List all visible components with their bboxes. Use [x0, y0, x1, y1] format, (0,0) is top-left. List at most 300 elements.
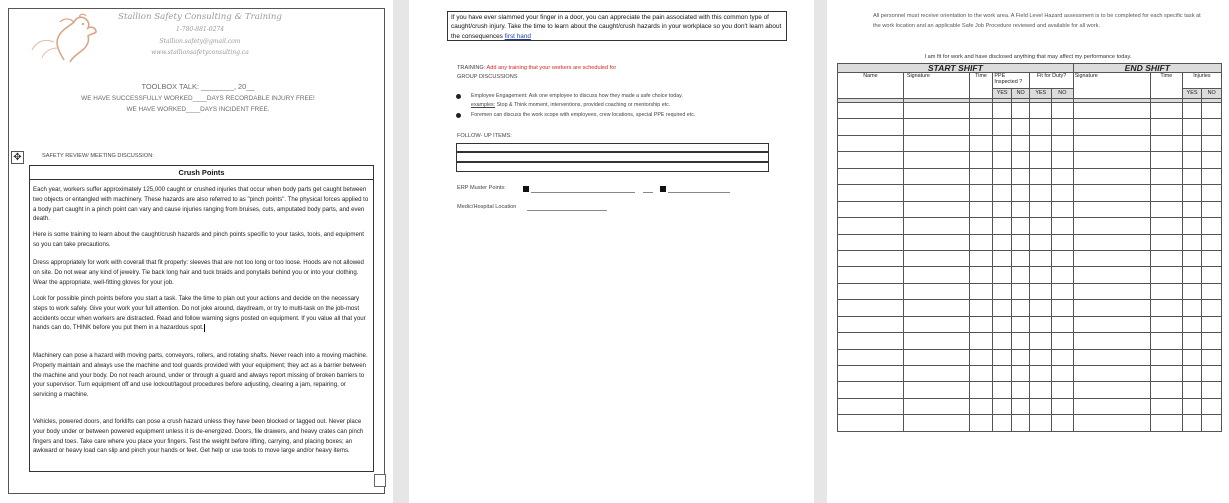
signin-cell[interactable] — [1011, 168, 1030, 184]
signin-cell[interactable] — [1150, 234, 1182, 250]
training-line — [457, 65, 616, 71]
signin-row — [838, 250, 1222, 266]
signin-cell[interactable] — [1052, 250, 1074, 266]
signin-cell[interactable] — [1030, 349, 1052, 365]
signin-cell[interactable] — [1030, 168, 1052, 184]
signin-cell[interactable] — [1182, 168, 1202, 184]
signin-cell[interactable] — [1202, 415, 1222, 432]
signin-cell[interactable] — [1202, 218, 1222, 234]
resize-handle-icon[interactable] — [374, 474, 386, 487]
document-page-2 — [409, 0, 814, 503]
signin-cell[interactable] — [1150, 283, 1182, 299]
signin-cell[interactable] — [1150, 267, 1182, 283]
signin-row — [838, 366, 1222, 382]
signature-header: Signature — [903, 73, 969, 99]
signin-cell[interactable] — [1202, 201, 1222, 217]
signin-row — [838, 267, 1222, 283]
signin-cell[interactable] — [969, 185, 993, 201]
signin-cell[interactable] — [1073, 185, 1150, 201]
toolbox-talk-heading: TOOLBOX TALK: ________, 20__ — [141, 82, 255, 91]
checkbox-icon[interactable] — [523, 186, 529, 192]
signin-row — [838, 382, 1222, 398]
signin-cell[interactable] — [969, 103, 993, 119]
signin-cell[interactable] — [838, 218, 904, 234]
signin-cell[interactable] — [1030, 103, 1052, 119]
signin-cell[interactable] — [1030, 201, 1052, 217]
signin-cell[interactable] — [1030, 250, 1052, 266]
signin-cell[interactable] — [969, 168, 993, 184]
paragraph: Here is some training to learn about the caught/crush hazards and pinch points specific to your tasks, tools, and equipment so you can take precautions. — [33, 231, 364, 248]
signin-cell[interactable] — [1073, 333, 1150, 349]
signin-cell[interactable] — [1182, 152, 1202, 168]
signin-cell[interactable] — [1182, 135, 1202, 151]
signin-cell[interactable] — [1030, 300, 1052, 316]
signin-cell[interactable] — [993, 333, 1012, 349]
signin-cell[interactable] — [1052, 185, 1074, 201]
signin-cell[interactable] — [1073, 267, 1150, 283]
signin-cell[interactable] — [1011, 201, 1030, 217]
signin-cell[interactable] — [838, 398, 904, 414]
followup-row[interactable] — [456, 152, 769, 162]
signin-cell[interactable] — [903, 366, 969, 382]
fit-for-work-statement: I am fit for work and have disclosed anything that may affect my performance today. — [924, 54, 1132, 60]
time-header: Time — [969, 73, 993, 99]
signin-row — [838, 333, 1222, 349]
signin-row — [838, 168, 1222, 184]
ppe-inspected-header: PPE Inspected ? — [993, 73, 1030, 88]
followup-row[interactable] — [456, 162, 769, 172]
signin-cell[interactable] — [1011, 316, 1030, 332]
signin-cell[interactable] — [1150, 300, 1182, 316]
signin-cell[interactable] — [1052, 168, 1074, 184]
signin-cell[interactable] — [1150, 201, 1182, 217]
signin-cell[interactable] — [993, 185, 1012, 201]
signin-cell[interactable] — [1052, 218, 1074, 234]
recordable-days-line: WE HAVE SUCCESSFULLY WORKED____DAYS RECORDABLE INJURY FREE! — [81, 95, 315, 102]
signin-cell[interactable] — [1202, 382, 1222, 398]
signin-cell[interactable] — [1030, 366, 1052, 382]
training-label: TRAINING: — [457, 65, 487, 71]
signin-cell[interactable] — [903, 398, 969, 414]
signin-cell[interactable] — [1011, 415, 1030, 432]
group-discussions-label: GROUP DISCUSSIONS — [457, 74, 518, 80]
signin-cell[interactable] — [1011, 349, 1030, 365]
signin-cell[interactable] — [1073, 283, 1150, 299]
signin-cell[interactable] — [1052, 415, 1074, 432]
signin-cell[interactable] — [838, 135, 904, 151]
muster-point-line[interactable] — [531, 192, 635, 193]
signin-cell[interactable] — [1052, 366, 1074, 382]
signin-row — [838, 103, 1222, 119]
name-header: Name — [838, 73, 904, 99]
signin-cell[interactable] — [838, 300, 904, 316]
signin-cell[interactable] — [993, 316, 1012, 332]
signin-cell[interactable] — [1182, 103, 1202, 119]
signin-cell[interactable] — [1073, 300, 1150, 316]
signin-cell[interactable] — [1052, 103, 1074, 119]
signin-cell[interactable] — [838, 201, 904, 217]
start-shift-heading: START SHIFT — [838, 64, 1074, 73]
text-cursor — [204, 324, 205, 332]
signin-cell[interactable] — [1202, 398, 1222, 414]
signin-cell[interactable] — [1150, 119, 1182, 135]
signin-cell[interactable] — [1182, 333, 1202, 349]
shift-header-row — [838, 64, 1222, 73]
column-header-row — [838, 73, 1222, 88]
signin-cell[interactable] — [1182, 316, 1202, 332]
signin-cell[interactable] — [969, 349, 993, 365]
signin-cell[interactable] — [993, 152, 1012, 168]
signin-cell[interactable] — [969, 382, 993, 398]
followup-row[interactable] — [456, 143, 769, 152]
signin-row — [838, 398, 1222, 414]
signin-cell[interactable] — [993, 415, 1012, 432]
signin-cell[interactable] — [1030, 316, 1052, 332]
signin-cell[interactable] — [1073, 168, 1150, 184]
signin-cell[interactable] — [1202, 234, 1222, 250]
signin-cell[interactable] — [969, 333, 993, 349]
signin-cell[interactable] — [969, 398, 993, 414]
signin-cell[interactable] — [1011, 218, 1030, 234]
signin-cell[interactable] — [1052, 398, 1074, 414]
training-hint: Add any training that your workers are scheduled for — [486, 65, 617, 71]
signin-cell[interactable] — [1202, 119, 1222, 135]
signin-cell[interactable] — [1011, 283, 1030, 299]
signin-cell[interactable] — [1073, 250, 1150, 266]
signin-cell[interactable] — [993, 267, 1012, 283]
first-hand-link[interactable]: first hand — [504, 32, 531, 40]
muster-point-line[interactable] — [668, 192, 730, 193]
signin-cell[interactable] — [1150, 349, 1182, 365]
signin-cell[interactable] — [1202, 300, 1222, 316]
incident-days-line: WE HAVE WORKED____DAYS INCIDENT FREE. — [126, 106, 270, 113]
signin-cell[interactable] — [1202, 103, 1222, 119]
signin-cell[interactable] — [1202, 168, 1222, 184]
signin-cell[interactable] — [1073, 415, 1150, 432]
intro-textbox[interactable] — [447, 11, 787, 41]
signin-cell[interactable] — [1030, 185, 1052, 201]
signin-cell[interactable] — [969, 415, 993, 432]
medic-hospital-label: Medic/Hospital Location — [457, 204, 517, 210]
end-time-header: Time — [1150, 73, 1182, 99]
signin-row — [838, 218, 1222, 234]
signin-cell[interactable] — [1150, 316, 1182, 332]
signin-cell[interactable] — [1150, 185, 1182, 201]
examples-line — [471, 102, 670, 108]
signin-cell[interactable] — [903, 415, 969, 432]
signin-cell[interactable] — [1150, 103, 1182, 119]
company-website: www.stallionsafetyconsulting.ca — [151, 49, 249, 56]
signin-cell[interactable] — [969, 300, 993, 316]
signin-cell[interactable] — [1011, 300, 1030, 316]
signin-cell[interactable] — [1073, 366, 1150, 382]
signin-cell[interactable] — [1030, 333, 1052, 349]
signin-row — [838, 152, 1222, 168]
signin-row — [838, 300, 1222, 316]
signin-cell[interactable] — [993, 366, 1012, 382]
signin-cell[interactable] — [1202, 185, 1222, 201]
signin-cell[interactable] — [1182, 218, 1202, 234]
signin-cell[interactable] — [1011, 234, 1030, 250]
signin-cell[interactable] — [838, 283, 904, 299]
signin-cell[interactable] — [969, 218, 993, 234]
signin-cell[interactable] — [1202, 267, 1222, 283]
signin-cell[interactable] — [1073, 119, 1150, 135]
signin-cell[interactable] — [903, 103, 969, 119]
signin-cell[interactable] — [1073, 135, 1150, 151]
document-page-1 — [0, 0, 393, 503]
signin-cell[interactable] — [903, 168, 969, 184]
signin-cell[interactable] — [1073, 349, 1150, 365]
signin-cell[interactable] — [1073, 382, 1150, 398]
signin-cell[interactable] — [1011, 250, 1030, 266]
orientation-notice: All personnel must receive orientation to the work area. A Field Level Hazard assessment is to be completed for each specific task at the work location and an applicable Safe Job Procedure reviewed and available for all work. — [873, 13, 1201, 29]
signin-cell[interactable] — [1030, 382, 1052, 398]
signin-cell[interactable] — [1182, 366, 1202, 382]
signin-cell[interactable] — [969, 152, 993, 168]
signin-cell[interactable] — [1182, 119, 1202, 135]
end-shift-heading: END SHIFT — [1073, 64, 1221, 73]
table-move-handle-icon[interactable]: ✥ — [11, 151, 24, 164]
signin-cell[interactable] — [1052, 135, 1074, 151]
paragraph: Each year, workers suffer approximately 125,000 caught or crushed injuries that occur when body parts get caught between two objects or entangled with machinery. These hazards are also referred to as "pinch points". The physical forces applied to a body part caught in a pinch point can vary and cause injuries ranging from bruises, cuts, amputated body parts, and even death. — [33, 186, 369, 223]
signin-row — [838, 234, 1222, 250]
signin-cell[interactable] — [1150, 135, 1182, 151]
crush-points-textbox[interactable] — [29, 165, 374, 472]
signin-cell[interactable] — [1011, 103, 1030, 119]
signin-cell[interactable] — [993, 135, 1012, 151]
signin-cell[interactable] — [903, 283, 969, 299]
signin-cell[interactable] — [1182, 300, 1202, 316]
signin-cell[interactable] — [993, 119, 1012, 135]
fit-for-duty-header: Fit for Duty? — [1030, 73, 1073, 88]
signin-cell[interactable] — [1052, 300, 1074, 316]
signin-cell[interactable] — [838, 267, 904, 283]
signin-cell[interactable] — [969, 267, 993, 283]
signin-cell[interactable] — [838, 152, 904, 168]
signin-cell[interactable] — [1150, 366, 1182, 382]
signin-cell[interactable] — [1150, 333, 1182, 349]
signin-cell[interactable] — [903, 333, 969, 349]
signin-cell[interactable] — [1030, 152, 1052, 168]
signin-row — [838, 415, 1222, 432]
signin-cell[interactable] — [1202, 135, 1222, 151]
title-divider — [30, 179, 373, 180]
signin-cell[interactable] — [1182, 382, 1202, 398]
signin-cell[interactable] — [903, 250, 969, 266]
paragraph: Machinery can pose a hazard with moving parts, conveyors, rollers, and rotating shafts. Never reach into a moving machine. Properly maintain and always use the machine and tool guards provided with your equipment; they act as a barrier between the machine and your body. Do not reach around, under or through a guard and always report missing of broken barriers to your supervisor. Turn equipment off and use lockout/tagout procedures before adjusting, clearing a jam, repairing, or servicing a machine. — [33, 352, 368, 399]
sign-in-table — [837, 63, 1222, 432]
signin-cell[interactable] — [1182, 267, 1202, 283]
signin-cell[interactable] — [1030, 234, 1052, 250]
paragraph: Vehicles, powered doors, and forklifts can pose a crush hazard unless they have been blocked or tagged out. Never place your body under or between powered equipment unless it is de-energized. Doors, file drawers, and heavy crates can pinch fingers and toes. Take care where you place your fingers. Test the weight before lifting, carrying, and placing boxes; an awkward or heavy load can slip and pinch your hands or feet. Get help or use tools to move large and/or heavy items. — [33, 418, 364, 455]
signin-cell[interactable] — [993, 349, 1012, 365]
checkbox-icon[interactable] — [660, 186, 666, 192]
signin-cell[interactable] — [993, 382, 1012, 398]
stallion-horse-logo — [14, 12, 124, 64]
signin-cell[interactable] — [1052, 283, 1074, 299]
signin-cell[interactable] — [903, 201, 969, 217]
signin-cell[interactable] — [838, 316, 904, 332]
fit-no: NO — [1052, 88, 1074, 98]
signin-cell[interactable] — [1052, 316, 1074, 332]
followup-label: FOLLOW- UP ITEMS: — [457, 133, 512, 139]
signin-cell[interactable] — [1052, 234, 1074, 250]
signin-cell[interactable] — [1011, 333, 1030, 349]
signin-cell[interactable] — [838, 366, 904, 382]
signin-cell[interactable] — [1052, 382, 1074, 398]
signin-cell[interactable] — [1182, 250, 1202, 266]
signin-cell[interactable] — [1150, 398, 1182, 414]
signin-cell[interactable] — [838, 185, 904, 201]
signin-cell[interactable] — [838, 333, 904, 349]
injuries-no: NO — [1202, 88, 1222, 98]
signin-cell[interactable] — [1011, 267, 1030, 283]
document-page-3 — [827, 0, 1229, 503]
signin-cell[interactable] — [1182, 349, 1202, 365]
signin-cell[interactable] — [1182, 415, 1202, 432]
signin-cell[interactable] — [903, 382, 969, 398]
signin-cell[interactable] — [1182, 201, 1202, 217]
signin-cell[interactable] — [1182, 234, 1202, 250]
paragraph: Look for possible pinch points before you start a task. Take the time to plan out your actions and decide on the necessary steps to work safely. Give your work your full attention. Do not joke around, daydream, or try to multi-task on the job-most accidents occur when workers are distracted. Read and follow warning signs posted on equipment. If you value all that your hands can do, THINK before you put them in a hazardous spot. — [33, 295, 366, 332]
signin-cell[interactable] — [1011, 382, 1030, 398]
signin-cell[interactable] — [1182, 185, 1202, 201]
signin-cell[interactable] — [993, 201, 1012, 217]
end-signature-header: Signature — [1073, 73, 1150, 99]
signin-cell[interactable] — [903, 135, 969, 151]
signin-cell[interactable] — [1202, 349, 1222, 365]
signin-cell[interactable] — [1073, 152, 1150, 168]
signin-cell[interactable] — [1030, 218, 1052, 234]
signin-cell[interactable] — [1052, 349, 1074, 365]
signin-cell[interactable] — [969, 316, 993, 332]
signin-cell[interactable] — [1073, 218, 1150, 234]
bullet-icon — [456, 94, 461, 99]
signin-cell[interactable] — [903, 119, 969, 135]
signin-cell[interactable] — [993, 218, 1012, 234]
signin-cell[interactable] — [1182, 398, 1202, 414]
signin-cell[interactable] — [1052, 201, 1074, 217]
signin-cell[interactable] — [838, 382, 904, 398]
bullet-item: Foremen can discuss the work scope with employees, crew locations, special PPE required etc. — [471, 112, 696, 118]
signin-cell[interactable] — [1150, 415, 1182, 432]
signin-cell[interactable] — [1052, 333, 1074, 349]
signin-cell[interactable] — [993, 168, 1012, 184]
ppe-yes: YES — [993, 88, 1012, 98]
signin-cell[interactable] — [993, 103, 1012, 119]
signin-cell[interactable] — [838, 168, 904, 184]
signin-cell[interactable] — [1052, 119, 1074, 135]
signin-cell[interactable] — [1030, 283, 1052, 299]
signin-cell[interactable] — [1011, 152, 1030, 168]
signin-cell[interactable] — [903, 218, 969, 234]
signin-cell[interactable] — [1150, 168, 1182, 184]
signin-cell[interactable] — [1030, 135, 1052, 151]
signin-cell[interactable] — [1030, 415, 1052, 432]
signin-cell[interactable] — [1052, 267, 1074, 283]
signin-cell[interactable] — [1202, 250, 1222, 266]
examples-text: Stop & Think moment, interventions, provided coaching or mentorship etc. — [495, 102, 671, 108]
intro-text: If you have ever slammed your finger in a door, you can appreciate the pain associated with this common type of caught/crush injury. Take the time to learn about the caught/crush hazards in your workplace so you don't learn about the consequences — [451, 14, 782, 40]
ppe-no: NO — [1011, 88, 1030, 98]
signin-cell[interactable] — [1202, 333, 1222, 349]
signin-cell[interactable] — [993, 234, 1012, 250]
signin-cell[interactable] — [1073, 103, 1150, 119]
signin-cell[interactable] — [1150, 152, 1182, 168]
signin-cell[interactable] — [903, 152, 969, 168]
signin-cell[interactable] — [969, 234, 993, 250]
signin-cell[interactable] — [1202, 366, 1222, 382]
paragraph-with-cursor — [33, 294, 371, 333]
signin-cell[interactable] — [838, 250, 904, 266]
signin-cell[interactable] — [903, 267, 969, 283]
signin-cell[interactable] — [993, 398, 1012, 414]
signin-cell[interactable] — [993, 300, 1012, 316]
paragraph: Dress appropriately for work with coverall that fit properly: sleeves that are not too long or too loose. Hoods are not allowed on site. Do not wear any kind of jewelry. Tie back long hair and tuck braids and ponytails behind you or into your clothing. Wear the appropriate, well-fitting gloves for your job. — [33, 259, 364, 286]
signin-cell[interactable] — [1011, 398, 1030, 414]
signin-cell[interactable] — [1202, 316, 1222, 332]
signin-cell[interactable] — [1011, 119, 1030, 135]
signin-cell[interactable] — [1011, 185, 1030, 201]
signin-cell[interactable] — [1073, 316, 1150, 332]
signin-cell[interactable] — [969, 250, 993, 266]
signin-cell[interactable] — [838, 234, 904, 250]
signin-cell[interactable] — [838, 119, 904, 135]
signin-cell[interactable] — [903, 234, 969, 250]
company-name: Stallion Safety Consulting & Training — [118, 12, 282, 22]
signin-cell[interactable] — [1150, 382, 1182, 398]
safety-review-label: SAFETY REVIEW/ MEETING DISCUSSION: — [42, 153, 154, 159]
signin-cell[interactable] — [1030, 398, 1052, 414]
signin-row — [838, 119, 1222, 135]
signin-cell[interactable] — [993, 250, 1012, 266]
signin-cell[interactable] — [1202, 152, 1222, 168]
signin-row — [838, 201, 1222, 217]
signin-cell[interactable] — [969, 135, 993, 151]
medic-location-line[interactable] — [527, 210, 607, 211]
signin-row — [838, 185, 1222, 201]
signin-cell[interactable] — [903, 300, 969, 316]
signin-cell[interactable] — [1073, 234, 1150, 250]
signin-cell[interactable] — [969, 283, 993, 299]
signin-cell[interactable] — [993, 283, 1012, 299]
signin-cell[interactable] — [1073, 201, 1150, 217]
signin-cell[interactable] — [1073, 398, 1150, 414]
signin-cell[interactable] — [903, 316, 969, 332]
examples-label: examples: — [471, 102, 496, 108]
muster-point-line[interactable] — [643, 192, 653, 193]
signin-cell[interactable] — [838, 103, 904, 119]
signin-cell[interactable] — [1030, 267, 1052, 283]
signin-cell[interactable] — [969, 119, 993, 135]
signin-cell[interactable] — [969, 201, 993, 217]
signin-cell[interactable] — [903, 349, 969, 365]
signin-cell[interactable] — [1011, 366, 1030, 382]
signin-cell[interactable] — [903, 185, 969, 201]
signin-cell[interactable] — [1011, 135, 1030, 151]
signin-cell[interactable] — [1150, 218, 1182, 234]
signin-cell[interactable] — [838, 415, 904, 432]
signin-cell[interactable] — [838, 349, 904, 365]
signin-cell[interactable] — [1052, 152, 1074, 168]
signin-cell[interactable] — [969, 366, 993, 382]
signin-cell[interactable] — [1030, 119, 1052, 135]
signin-row — [838, 135, 1222, 151]
signin-cell[interactable] — [1150, 250, 1182, 266]
signin-cell[interactable] — [1182, 283, 1202, 299]
signin-cell[interactable] — [1202, 283, 1222, 299]
